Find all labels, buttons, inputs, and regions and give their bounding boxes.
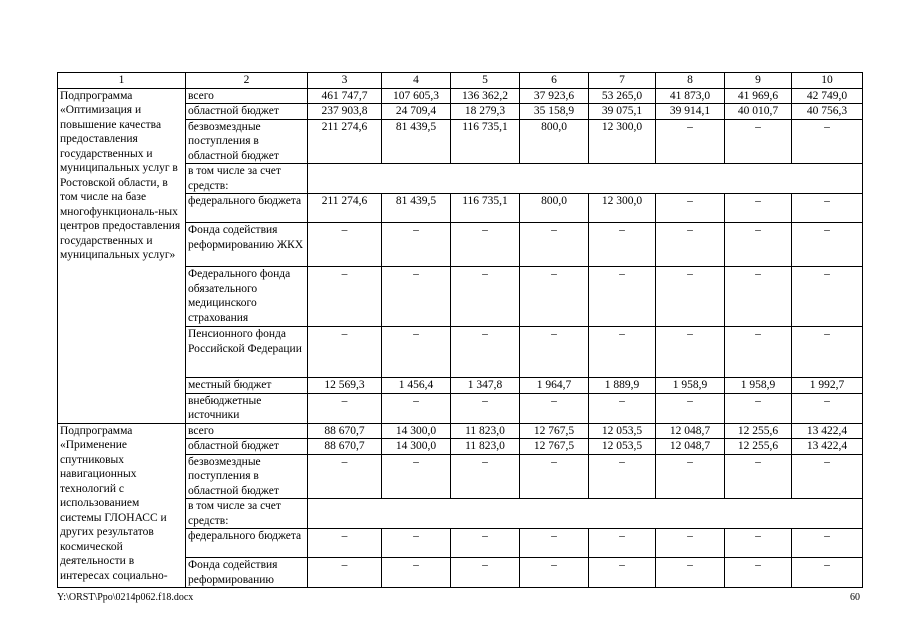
value-cell: 211 274,6: [308, 119, 382, 164]
value-cell: –: [589, 454, 656, 499]
value-cell: –: [451, 267, 520, 327]
value-cell: –: [792, 454, 863, 499]
value-cell: 211 274,6: [308, 194, 382, 223]
value-cell: –: [382, 267, 451, 327]
value-cell: –: [308, 454, 382, 499]
value-cell: –: [792, 194, 863, 223]
value-cell: 24 709,4: [382, 104, 451, 120]
header-row: [58, 73, 863, 89]
table-row: [58, 423, 863, 439]
value-cell: –: [520, 454, 589, 499]
budget-table: [57, 72, 863, 588]
value-cell: 12 767,5: [520, 423, 589, 439]
table-row: [58, 88, 863, 104]
funding-source-label: внебюджетные источники: [186, 393, 308, 423]
value-cell: –: [656, 393, 725, 423]
funding-source-label: Федерального фонда обязательного медицинского страхования: [186, 267, 308, 327]
value-cell: –: [725, 267, 792, 327]
value-cell: 800,0: [520, 194, 589, 223]
value-cell: 53 265,0: [589, 88, 656, 104]
value-cell: –: [656, 267, 725, 327]
value-cell: 12 053,5: [589, 439, 656, 455]
value-cell: –: [725, 119, 792, 164]
funding-source-label: безвозмездные поступления в областной бюджет: [186, 454, 308, 499]
value-cell: 14 300,0: [382, 439, 451, 455]
value-cell: –: [308, 558, 382, 588]
value-cell: –: [451, 454, 520, 499]
value-cell: –: [725, 393, 792, 423]
value-cell: –: [308, 529, 382, 558]
value-cell: –: [725, 223, 792, 267]
table-body: [58, 73, 863, 588]
value-cell: 1 456,4: [382, 378, 451, 394]
value-cell: –: [520, 393, 589, 423]
value-cell: 88 670,7: [308, 423, 382, 439]
value-cell: 461 747,7: [308, 88, 382, 104]
value-cell: 1 964,7: [520, 378, 589, 394]
value-cell: –: [520, 267, 589, 327]
value-cell: –: [589, 223, 656, 267]
value-cell: –: [382, 223, 451, 267]
value-cell: 12 053,5: [589, 423, 656, 439]
value-cell: 81 439,5: [382, 119, 451, 164]
value-cell: –: [451, 558, 520, 588]
value-cell: –: [792, 529, 863, 558]
value-cell: 1 958,9: [725, 378, 792, 394]
value-cell: 37 923,6: [520, 88, 589, 104]
value-cell: 12 048,7: [656, 439, 725, 455]
value-cell: 11 823,0: [451, 423, 520, 439]
value-cell: –: [656, 327, 725, 378]
value-cell: –: [589, 327, 656, 378]
value-cell: –: [725, 558, 792, 588]
value-cell: 35 158,9: [520, 104, 589, 120]
footer-page-number: 60: [850, 592, 860, 603]
program-name: Подпрограмма «Применение спутниковых навигационных технологий с использованием системы ГЛОНАСС и других результатов космической деятельности в интересах социально-: [58, 423, 186, 588]
value-cell: –: [308, 393, 382, 423]
value-cell: 39 914,1: [656, 104, 725, 120]
value-cell: 12 569,3: [308, 378, 382, 394]
value-cell: 12 255,6: [725, 423, 792, 439]
value-cell: 88 670,7: [308, 439, 382, 455]
value-cell: 12 048,7: [656, 423, 725, 439]
value-cell: –: [589, 267, 656, 327]
value-cell: 800,0: [520, 119, 589, 164]
value-cell: 1 347,8: [451, 378, 520, 394]
value-cell: –: [589, 529, 656, 558]
value-cell: –: [725, 194, 792, 223]
funding-source-label: Фонда содействия реформированию ЖКХ: [186, 223, 308, 267]
value-cell: –: [656, 454, 725, 499]
value-cell: –: [382, 327, 451, 378]
value-cell: –: [792, 119, 863, 164]
value-cell: 13 422,4: [792, 439, 863, 455]
value-cell: 136 362,2: [451, 88, 520, 104]
funding-source-label: всего: [186, 88, 308, 104]
value-cell: –: [589, 558, 656, 588]
value-cell: –: [725, 454, 792, 499]
column-header: 1: [58, 73, 186, 89]
value-cell: –: [382, 529, 451, 558]
value-cell: 116 735,1: [451, 194, 520, 223]
value-cell: 14 300,0: [382, 423, 451, 439]
value-cell: –: [656, 558, 725, 588]
empty-span-cell: [308, 499, 863, 529]
value-cell: 11 823,0: [451, 439, 520, 455]
value-cell: 12 300,0: [589, 119, 656, 164]
funding-source-label: федерального бюджета: [186, 529, 308, 558]
value-cell: 39 075,1: [589, 104, 656, 120]
footer-file-path: Y:\ORST\Ppo\0214p062.f18.docx: [57, 592, 194, 603]
value-cell: –: [382, 454, 451, 499]
value-cell: 81 439,5: [382, 194, 451, 223]
funding-source-label: областной бюджет: [186, 104, 308, 120]
column-header: 9: [725, 73, 792, 89]
value-cell: –: [520, 529, 589, 558]
funding-source-label: Фонда содействия реформированию: [186, 558, 308, 588]
empty-span-cell: [308, 164, 863, 194]
funding-source-label: безвозмездные поступления в областной бюджет: [186, 119, 308, 164]
value-cell: –: [308, 327, 382, 378]
value-cell: 40 010,7: [725, 104, 792, 120]
funding-source-label: в том числе за счет средств:: [186, 164, 308, 194]
column-header: 7: [589, 73, 656, 89]
value-cell: –: [656, 529, 725, 558]
value-cell: 116 735,1: [451, 119, 520, 164]
value-cell: –: [792, 327, 863, 378]
value-cell: –: [382, 558, 451, 588]
value-cell: 42 749,0: [792, 88, 863, 104]
value-cell: –: [308, 267, 382, 327]
value-cell: –: [451, 223, 520, 267]
value-cell: –: [792, 267, 863, 327]
value-cell: –: [308, 223, 382, 267]
funding-source-label: всего: [186, 423, 308, 439]
value-cell: –: [656, 194, 725, 223]
value-cell: 41 969,6: [725, 88, 792, 104]
value-cell: –: [656, 223, 725, 267]
value-cell: 12 255,6: [725, 439, 792, 455]
value-cell: –: [589, 393, 656, 423]
value-cell: 1 992,7: [792, 378, 863, 394]
column-header: 10: [792, 73, 863, 89]
value-cell: 1 889,9: [589, 378, 656, 394]
value-cell: –: [451, 393, 520, 423]
column-header: 4: [382, 73, 451, 89]
value-cell: 237 903,8: [308, 104, 382, 120]
column-header: 8: [656, 73, 725, 89]
value-cell: 1 958,9: [656, 378, 725, 394]
value-cell: –: [792, 393, 863, 423]
funding-source-label: федерального бюджета: [186, 194, 308, 223]
value-cell: –: [725, 327, 792, 378]
value-cell: –: [792, 223, 863, 267]
column-header: 5: [451, 73, 520, 89]
column-header: 3: [308, 73, 382, 89]
funding-source-label: местный бюджет: [186, 378, 308, 394]
value-cell: 12 767,5: [520, 439, 589, 455]
value-cell: –: [520, 558, 589, 588]
value-cell: –: [656, 119, 725, 164]
column-header: 6: [520, 73, 589, 89]
value-cell: –: [520, 223, 589, 267]
value-cell: 40 756,3: [792, 104, 863, 120]
value-cell: –: [451, 529, 520, 558]
value-cell: –: [382, 393, 451, 423]
value-cell: 41 873,0: [656, 88, 725, 104]
funding-source-label: Пенсионного фонда Российской Федерации: [186, 327, 308, 378]
value-cell: 13 422,4: [792, 423, 863, 439]
value-cell: 107 605,3: [382, 88, 451, 104]
value-cell: –: [725, 529, 792, 558]
value-cell: –: [451, 327, 520, 378]
value-cell: –: [792, 558, 863, 588]
program-name: Подпрограмма «Оптимизация и повышение качества предоставления государственных и муниципальных услуг в Ростовской области, в том числе на базе многофункциональ-ных центров предоставления государственных и муниципальных услуг»: [58, 88, 186, 423]
funding-source-label: областной бюджет: [186, 439, 308, 455]
value-cell: 18 279,3: [451, 104, 520, 120]
column-header: 2: [186, 73, 308, 89]
value-cell: –: [520, 327, 589, 378]
value-cell: 12 300,0: [589, 194, 656, 223]
funding-source-label: в том числе за счет средств:: [186, 499, 308, 529]
